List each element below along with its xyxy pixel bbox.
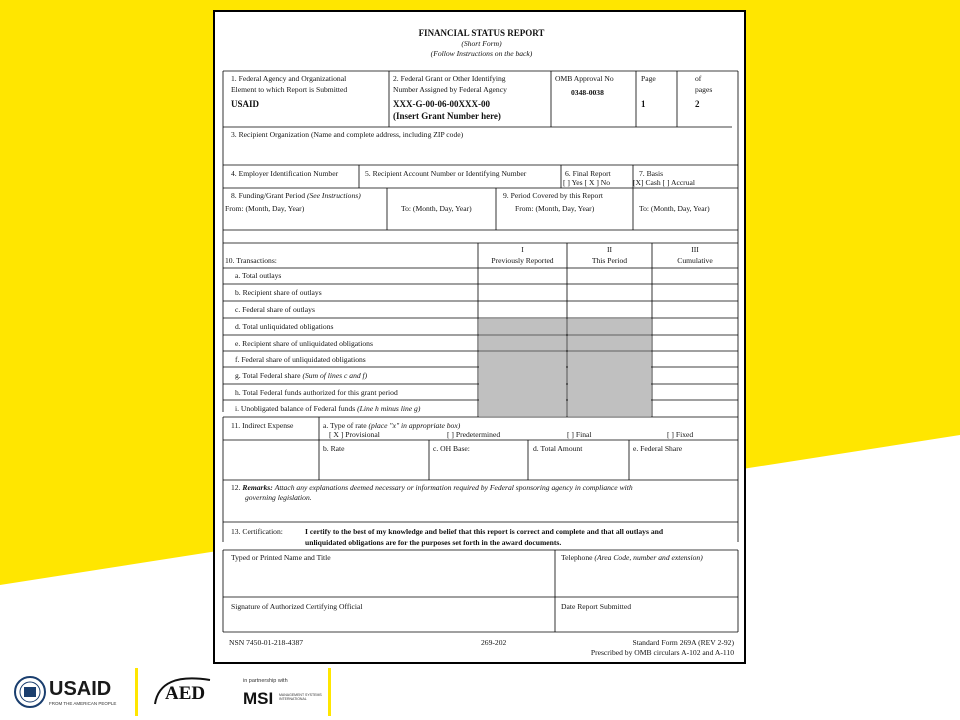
- period-covered-label: 9. Period Covered by this Report: [503, 191, 603, 200]
- telephone-text: Telephone: [561, 553, 595, 562]
- line-note: (Line h minus line g): [357, 404, 421, 413]
- transaction-line: [235, 339, 373, 348]
- funding-period-label-text: 8. Funding/Grant Period: [231, 191, 306, 200]
- final-report-label: 6. Final Report: [565, 169, 611, 178]
- remarks-title: Remarks:: [242, 483, 273, 492]
- line-text: a. Total outlays: [235, 271, 282, 280]
- transaction-line: [235, 388, 398, 397]
- oh-base-field: c. OH Base:: [433, 444, 470, 453]
- pages-value[interactable]: 2: [695, 99, 700, 109]
- recipient-org-label: 3. Recipient Organization (Name and complete address, including ZIP code): [231, 130, 464, 139]
- ein-label: 4. Employer Identification Number: [231, 169, 339, 178]
- period-from-label: From: (Month, Day, Year): [515, 204, 595, 213]
- line-note: (Sum of lines c and f): [302, 371, 368, 380]
- transaction-line: [235, 271, 281, 280]
- prescribed-by-label: Prescribed by OMB circulars A-102 and A-110: [590, 648, 734, 657]
- printed-name-label: Typed or Printed Name and Title: [231, 553, 331, 562]
- indirect-expense-label: 11. Indirect Expense: [231, 421, 294, 430]
- signature-label: Signature of Authorized Certifying Official: [231, 602, 363, 611]
- final-report-options[interactable]: [ ] Yes [ X ] No: [563, 178, 611, 187]
- grant-number-value[interactable]: XXX-G-00-06-00XXX-00: [393, 99, 490, 109]
- fixed-option[interactable]: [ ] Fixed: [667, 430, 694, 439]
- logo-footer: [0, 664, 960, 720]
- federal-share-field: e. Federal Share: [633, 444, 683, 453]
- col2-label: This Period: [591, 256, 628, 265]
- form-code: 269-202: [481, 638, 507, 647]
- funding-to-label: To: (Month, Day, Year): [401, 204, 472, 213]
- col3-label: Cumulative: [677, 256, 713, 265]
- basis-options[interactable]: [X] Cash [ ] Accrual: [633, 178, 695, 187]
- rate-type-note: (place "x" in appropriate box): [368, 421, 461, 430]
- certification-label: 13. Certification:: [231, 527, 283, 536]
- grant-number-note: (Insert Grant Number here): [393, 111, 501, 121]
- line-text: b. Recipient share of outlays: [235, 288, 322, 297]
- grant-label: 2. Federal Grant or Other Identifying: [393, 74, 506, 83]
- transaction-line: [235, 404, 420, 413]
- form-subtitle: (Short Form): [461, 39, 502, 48]
- line-text: c. Federal share of outlays: [235, 305, 315, 314]
- col1-number: I: [521, 245, 524, 254]
- line-text: d. Total unliquidated obligations: [235, 322, 334, 331]
- line-text: i. Unobligated balance of Federal funds: [235, 404, 358, 413]
- date-submitted-label: Date Report Submitted: [561, 602, 632, 611]
- of-label: of: [695, 74, 702, 83]
- total-amount-field: d. Total Amount: [533, 444, 583, 453]
- remarks-number: 12.: [231, 483, 241, 492]
- transaction-line: [235, 322, 333, 331]
- financial-status-report-form: [213, 10, 746, 664]
- transaction-line: [235, 305, 315, 314]
- remarks-text-2: governing legislation.: [245, 493, 312, 502]
- agency-label-2: Element to which Report is Submitted: [231, 85, 348, 94]
- page-label: Page: [641, 74, 656, 83]
- final-option[interactable]: [ ] Final: [567, 430, 592, 439]
- funding-from-label: From: (Month, Day, Year): [225, 204, 305, 213]
- transaction-line: [235, 288, 322, 297]
- rate-type-text: a. Type of rate: [323, 421, 369, 430]
- omb-value: 0348-0038: [571, 88, 604, 97]
- line-text: g. Total Federal share: [235, 371, 303, 380]
- certification-text-2: unliquidated obligations are for the purposes set forth in the award documents.: [305, 538, 562, 547]
- telephone-label: [561, 553, 703, 562]
- transaction-line: [235, 371, 367, 380]
- rate-field: b. Rate: [323, 444, 345, 453]
- page-value[interactable]: 1: [641, 99, 646, 109]
- funding-period-label: [231, 191, 361, 200]
- standard-form-label: Standard Form 269A (REV 2-92): [632, 638, 734, 647]
- agency-value[interactable]: USAID: [231, 99, 260, 109]
- pages-label: pages: [695, 85, 713, 94]
- omb-label: OMB Approval No: [555, 74, 614, 83]
- form-instructions: (Follow Instructions on the back): [430, 49, 533, 58]
- usaid-logo: USAID: [49, 678, 112, 700]
- col2-number: II: [606, 245, 613, 254]
- col3-number: III: [691, 245, 699, 254]
- period-to-label: To: (Month, Day, Year): [639, 204, 710, 213]
- form-title: FINANCIAL STATUS REPORT: [418, 28, 545, 38]
- shaded-cells: [479, 319, 651, 416]
- certification-text: I certify to the best of my knowledge and belief that this report is correct and complete and that all outlays and: [305, 527, 664, 536]
- basis-label: 7. Basis: [639, 169, 664, 178]
- usaid-tagline: FROM THE AMERICAN PEOPLE: [49, 701, 117, 706]
- msi-subtitle: MANAGEMENT SYSTEMS INTERNATIONAL: [279, 693, 322, 701]
- rate-type-label: [323, 421, 460, 430]
- nsn-number: NSN 7450-01-218-4387: [229, 638, 304, 647]
- transactions-label: 10. Transactions:: [225, 256, 277, 265]
- transaction-line: [235, 355, 366, 364]
- funding-period-note: (See Instructions): [306, 191, 361, 200]
- grant-label-2: Number Assigned by Federal Agency: [393, 85, 507, 94]
- remarks-label: [231, 483, 633, 492]
- col1-label: Previously Reported: [491, 256, 554, 265]
- telephone-note: (Area Code, number and extension): [594, 553, 703, 562]
- line-text: h. Total Federal funds authorized for this grant period: [235, 388, 398, 397]
- line-text: e. Recipient share of unliquidated obligations: [235, 339, 373, 348]
- aed-logo: AED: [165, 683, 206, 704]
- agency-label: 1. Federal Agency and Organizational: [231, 74, 347, 83]
- account-number-label: 5. Recipient Account Number or Identifying Number: [365, 169, 527, 178]
- msi-logo: MSI: [243, 689, 274, 708]
- footer-graphics: [0, 664, 960, 720]
- remarks-text: Attach any explanations deemed necessary or information required by Federal sponsoring agency in compliance with: [274, 483, 633, 492]
- line-text: f. Federal share of unliquidated obligations: [235, 355, 366, 364]
- predetermined-option[interactable]: [ ] Predetermined: [447, 430, 501, 439]
- partnership-text: in partnership with: [243, 678, 288, 684]
- provisional-option[interactable]: [ X ] Provisional: [329, 430, 380, 439]
